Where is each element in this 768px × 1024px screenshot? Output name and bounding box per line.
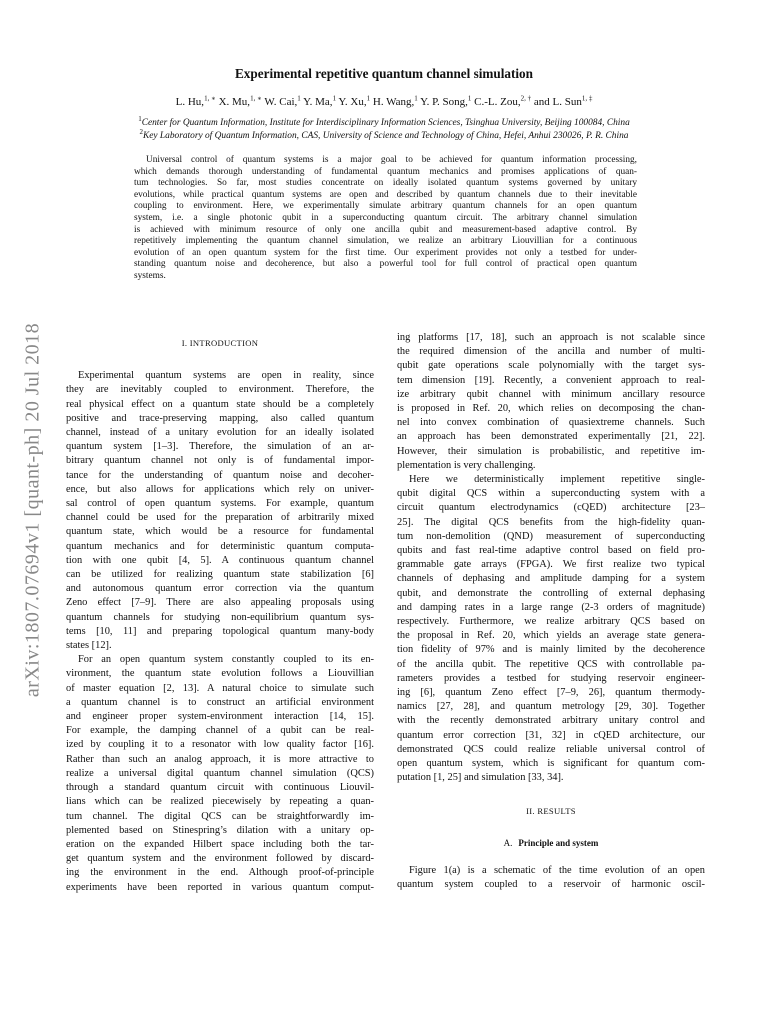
text-line: tems [10, 11] and preparing topological quantum many-body xyxy=(66,625,374,637)
text-line: tance for the understanding of quantum noise and decoher- xyxy=(66,469,374,481)
text-line: tum channel. The digital QCS can be straightforwardly im- xyxy=(66,810,374,822)
text-line: tum technologies. So far, most studies concentrate on ideally isolated quantum systems governed by unitary xyxy=(134,178,637,189)
text-line: real physical effect on a quantum state should be a completely xyxy=(66,398,374,410)
text-line: 25]. The digital QCS benefits from the high-fidelity quan- xyxy=(397,516,705,528)
text-line: standing quantum noise and decoherence, but also a powerful tool for full control of practical open quantum xyxy=(134,259,637,270)
text-line: channels of dephasing and amplitude damping for a system xyxy=(397,573,705,585)
text-line: tion fidelity of 97% and is mainly limited by the decoherence xyxy=(397,644,705,656)
subsection-heading: A. Principle and system xyxy=(503,837,599,848)
text-line: can be utilized for realizing quantum state stabilization [6] xyxy=(66,569,374,581)
text-line: open quantum system, which is significant for quantum com- xyxy=(397,758,705,770)
left-column xyxy=(66,336,374,895)
text-line: Zeno effect [7–9]. There are also appealing proposals using xyxy=(66,597,374,609)
text-line: plementation is very challenging. xyxy=(397,459,536,471)
text-line: vironment, the quantum state evolution follows a Liouvillian xyxy=(66,668,374,680)
text-line: the required dimension of the ancilla and number of multi- xyxy=(397,346,705,358)
text-line: is proposed in Ref. 20, which relies on decomposing the chan- xyxy=(397,403,705,415)
text-line: get quantum system and the environment followed by discard- xyxy=(66,853,374,865)
text-line: ence, but also allows for applications which rely on univer- xyxy=(66,483,374,495)
text-line: is achieved with minimum resource of only one ancilla qubit and measurement-based adaptive control. By xyxy=(134,224,637,235)
text-line: quantum state, which would be a resource for fundamental xyxy=(66,526,374,538)
text-line: respectively. Furthermore, we realize arbitrary QCS based on xyxy=(397,616,705,628)
text-line: demonstrated QCS could realize reliable universal control of xyxy=(397,743,705,755)
introduction-text xyxy=(66,369,374,895)
text-line: Experimental quantum systems are open in reality, since xyxy=(78,370,374,382)
text-line: For an open quantum system constantly coupled to its en- xyxy=(78,654,374,666)
text-line: eration on the expanded Hilbert space including both the tar- xyxy=(66,838,374,850)
right-column xyxy=(397,331,705,892)
introduction-text-continued xyxy=(397,331,705,786)
text-line: Universal control of quantum systems is a major goal to be achieved for quantum information processing, xyxy=(146,155,637,165)
text-line: of master equation [2, 13]. A natural choice to simulate such xyxy=(66,682,374,694)
text-line: putation [1, 25] and simulation [33, 34]. xyxy=(397,772,564,784)
text-line: of the ancilla qubit. The repetitive QCS with controllable pa- xyxy=(397,658,705,670)
arxiv-watermark xyxy=(10,270,56,750)
text-line: which demands thorough understanding of fundamental quantum mechanics and promises applications of quan- xyxy=(134,166,637,177)
text-line: and autonomous quantum error correction via the quantum xyxy=(66,583,374,595)
text-line: and damping rates in a large range (2-3 orders of magnitude) xyxy=(397,601,705,613)
text-line: nel into convex combination of quasiextreme channels. Such xyxy=(397,417,705,429)
text-line: bitrary quantum channel not only is of fundamental impor- xyxy=(66,455,374,467)
text-line: qubit, and demonstrate the controlling of external dephasing xyxy=(397,587,705,599)
text-line: Rather than such an analog approach, it is more attractive to xyxy=(66,753,374,765)
text-line: plemented based on Stinespring’s dilation with a unitary op- xyxy=(66,824,374,836)
text-line: tem dimension [19]. Recently, a convenient approach to real- xyxy=(397,374,705,386)
affiliation-1: $^1$Center for Quantum Information, Institute for Interdisciplinary Information Sciences, Tsinghua University, Beijing 100084, China xyxy=(138,114,630,128)
text-line: ize arbitrary qubit channel with minimum ancillary resource xyxy=(397,388,705,400)
text-line: ized by coupling it to a resonator with low quality factor [16]. xyxy=(66,739,374,751)
text-line: qubit digital QCS within a superconducting system with a xyxy=(397,488,705,500)
text-line: realize a universal digital quantum channel simulation (QCS) xyxy=(66,767,374,779)
text-line: grammable gate arrays (FPGA). We first realize two typical xyxy=(397,559,705,571)
text-line: the proposal in Ref. 20, which yields an average state genera- xyxy=(397,630,705,642)
text-line: states [12]. xyxy=(66,640,112,652)
text-line: repetitively implementing the quantum channel simulation, we realize an arbitrary Liouvillian for a continuous xyxy=(134,236,637,247)
text-line: system, i.e. a single photonic qubit in a superconducting quantum circuit. The arbitrary channel simulation xyxy=(134,212,637,223)
section-heading-results: II. RESULTS xyxy=(526,805,576,816)
text-line: qubit gate operations scale polynomially with the target sys- xyxy=(397,360,705,372)
text-line: they are inevitably coupled to environment. Therefore, the xyxy=(66,384,374,396)
text-line: with the recently demonstrated arbitrary unitary control and xyxy=(397,715,705,727)
text-line: channel, instead of a unitary evolution for an ideally isolated xyxy=(66,427,374,439)
text-line: evolutions, while practical quantum systems are open and described by quantum channels due to their inevitable xyxy=(134,189,637,200)
text-line: experiments have been reported in various quantum comput- xyxy=(66,881,374,893)
text-line: an approach has been demonstrated experimentally [21, 22]. xyxy=(397,431,705,443)
text-line: However, their simulation is probabilistic, and repetitive im- xyxy=(397,445,705,457)
text-line: sal control of open quantum systems. For example, quantum xyxy=(66,498,374,510)
text-line: tion with one qubit [4, 5]. A continuous quantum channel xyxy=(66,554,374,566)
text-line: tum non-demolition (QND) measurement of superconducting xyxy=(397,530,705,542)
author-list: L. Hu,$^{1, ∗}$ X. Mu,$^{1, ∗}$ W. Cai,$^1$ Y. Ma,$^1$ Y. Xu,$^1$ H. Wang,$^1$ Y. P. Song,$^1$ C.-L. Zou,$^{2, \dagger}$ and L. Sun$^{1, \ddagger}$ xyxy=(175,94,593,108)
section-heading-introduction: I. INTRODUCTION xyxy=(181,338,259,348)
text-line: quantum channels for studying non-equilibrium quantum sys- xyxy=(66,611,374,623)
results-text xyxy=(397,864,705,892)
text-line: coupling to environment. Here, we experimentally simulate arbitrary quantum channels for an open quantum xyxy=(134,201,637,212)
text-line: quantum system coupled to a reservoir of harmonic oscil- xyxy=(397,879,705,891)
text-line: ing [6], quantum Zeno effect [7–9, 26], quantum thermody- xyxy=(397,687,705,699)
text-line: channel could be used for the preparation of arbitrarily mixed xyxy=(66,512,374,524)
text-line: ing platforms [17, 18], such an approach is not scalable since xyxy=(397,332,705,343)
text-line: positive and trace-preserving mapping, also called quantum xyxy=(66,412,374,424)
text-line: ing the environment in the end. Although proof-of-principle xyxy=(66,867,374,879)
text-line: quantum mechanics and for deterministic quantum computa- xyxy=(66,540,374,552)
paper-title: Experimental repetitive quantum channel simulation xyxy=(235,66,533,81)
arxiv-id-text: arXiv:1807.07694v1 [quant-ph] 20 Jul 2018 xyxy=(21,322,44,698)
text-line: Here we deterministically implement repetitive single- xyxy=(409,474,705,486)
text-line: rameters provides a testbed for studying reservoir engineer- xyxy=(397,672,705,684)
text-line: circuit quantum electrodynamics (cQED) architecture [23– xyxy=(397,502,705,514)
text-line: namics [27, 28], and quantum metrology [29, 30]. Together xyxy=(397,701,705,713)
abstract xyxy=(134,155,637,283)
text-line: quantum error correction [31, 32] in cQED architecture, our xyxy=(397,729,705,741)
text-line: evolution of an open quantum system for the first time. Our experiment provides not only a testbed for under- xyxy=(134,247,637,258)
text-line: For example, the damping channel of a qubit can be real- xyxy=(66,725,374,737)
text-line: quantum system [1–3]. Therefore, the simulation of an ar- xyxy=(66,441,374,453)
text-line: qubits and fast real-time adaptive control based on field pro- xyxy=(397,545,705,557)
affiliation-2: $^2$Key Laboratory of Quantum Information, CAS, University of Science and Technology of China, Hefei, Anhui 230026, P. R. China xyxy=(139,127,629,141)
text-line: a quantum channel is to construct an artificial environment xyxy=(66,696,374,708)
text-line: Figure 1(a) is a schematic of the time evolution of an open xyxy=(409,864,705,876)
text-line: and engineer proper system-environment interaction [14, 15]. xyxy=(66,711,374,723)
text-line: through a standard quantum circuit with continuous Liouvil- xyxy=(66,782,374,794)
text-line: lians which can be realized piecewisely by repeating a quan- xyxy=(66,796,374,808)
text-line: systems. xyxy=(134,270,166,281)
